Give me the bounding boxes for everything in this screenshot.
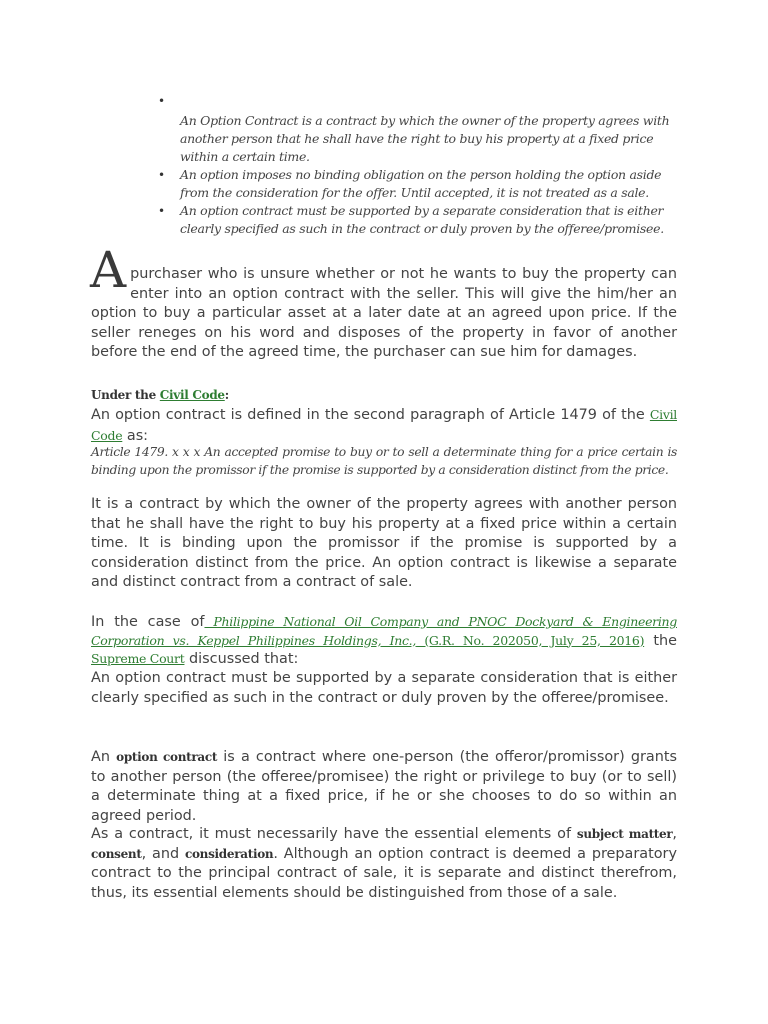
gr-number-link[interactable]: (G.R. No. 202050, July 25, 2016) — [416, 632, 645, 648]
bullet-item — [158, 92, 672, 110]
bullet-icon: • — [158, 168, 165, 182]
civil-code-link[interactable]: Civil Code — [159, 388, 225, 402]
case-title-link[interactable]: Philippine National Oil Company and PNOC Dockyard & Engineering Corporation vs. Keppel Philippines Holdings, Inc., — [91, 614, 677, 648]
consideration-term: consideration — [184, 846, 274, 861]
case-paragraph: In the case of Philippine National Oil Company and PNOC Dockyard & Engineering Corporation vs. Keppel Philippines Holdings, Inc., (G.R. No. 202050, July 25, 2016) the Supreme Court discussed that: — [91, 614, 677, 667]
subject-matter-term: subject matter — [576, 827, 673, 841]
civil-code-heading: Under the Civil Code: — [91, 388, 229, 402]
consideration-paragraph: An option contract must be supported by a separate consideration that is either clearly specified as such in the contract or duly proven by the offeree/promisee. — [91, 670, 677, 706]
civil-code-link-inline[interactable]: Civil Code — [91, 407, 677, 443]
contract-paragraph: It is a contract by which the owner of the property agrees with another person that he shall have the right to buy his property at a fixed price within a certain time. It is binding upon the promissor if the promise is supported by a consideration distinct from the price. An option contract is likewise a separate and distinct contract from a contract of sale. — [91, 496, 677, 590]
definition-paragraph: An option contract is defined in the second paragraph of Article 1479 of the Civil Code as: — [91, 407, 677, 444]
elements-paragraph: As a contract, it must necessarily have the essential elements of subject matter, consent, and consideration. Although an option contract is deemed a preparatory contract to the principal contract of sale, it is separate and distinct therefrom, thus, its essential elements should be distinguished from those of a sale. — [91, 826, 677, 901]
bullet-item: • An option contract must be supported by a separate consideration that is either clearly specified as such in the contract or duly proven by the offeree/promisee. — [158, 203, 664, 236]
option-contract-term: option contract — [116, 750, 218, 764]
bullet-item: An Option Contract is a contract by which the owner of the property agrees with another person that he shall have the right to buy his property at a fixed price within a certain time. — [180, 113, 670, 164]
intro-paragraph: A purchaser who is unsure whether or not he wants to buy the property can enter into an option contract with the seller. This will give the him/her an option to buy a particular asset at a later date at an agreed upon price. If the seller reneges on his word and disposes of the property in favor of another before the end of the agreed time, the purchaser can sue him for damages. — [90, 241, 677, 360]
summary-bullet-list — [158, 92, 672, 238]
supreme-court-link[interactable]: Supreme Court — [91, 651, 185, 666]
bullet-item: • An option imposes no binding obligation on the person holding the option aside from the consideration for the offer. Until accepted, it is not treated as a sale. — [158, 167, 662, 200]
bullet-icon: • — [158, 94, 165, 108]
drop-cap: A — [90, 241, 127, 299]
option-definition-paragraph: An option contract is a contract where one-person (the offeror/promissor) grants to another person (the offeree/promisee) the right or privilege to buy (or to sell) a determinate thing at a fixed price, if he or she chooses to do so within an agreed period. — [91, 749, 677, 824]
consent-term: consent — [91, 846, 142, 861]
bullet-icon: • — [158, 204, 165, 218]
article-quote: Article 1479. x x x An accepted promise to buy or to sell a determinate thing for a price certain is binding upon the promissor if the promise is supported by a consideration distinct from the price. — [91, 445, 677, 477]
